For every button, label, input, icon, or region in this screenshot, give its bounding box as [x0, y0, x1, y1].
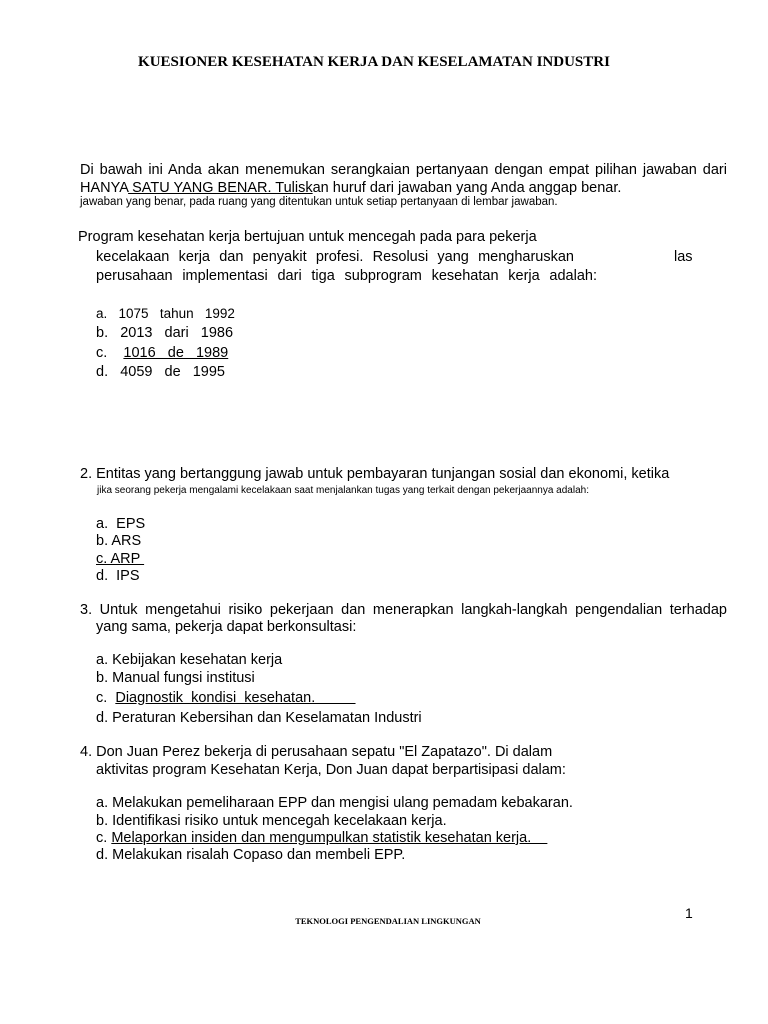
intro-line-2	[80, 180, 621, 196]
q2-option-c: c. ARP	[96, 551, 145, 567]
intro-line-1: Di bawah ini Anda akan menemukan serangkaian pertanyaan dengan empat pilihan jawaban dari	[80, 162, 727, 178]
q4-line-2: aktivitas program Kesehatan Kerja, Don Juan dapat berpartisipasi dalam:	[96, 762, 566, 778]
q2-line-2: jika seorang pekerja mengalami kecelakaan saat menjalankan tugas yang terkait dengan pekerjaannya adalah:	[97, 485, 589, 496]
intro-line-2a: HANYA	[80, 180, 129, 196]
q1-option-a	[96, 306, 235, 321]
q1-option-d-text: 4059 de 1995	[120, 364, 226, 380]
q3-option-b: b. Manual fungsi institusi	[96, 670, 255, 686]
q4-line-1: 4. Don Juan Perez bekerja di perusahaan sepatu "El Zapatazo". Di dalam	[80, 744, 553, 760]
page-footer: TEKNOLOGI PENGENDALIAN LINGKUNGAN	[295, 916, 481, 926]
q1-line-1: Program kesehatan kerja bertujuan untuk mencegah pada para pekerja	[78, 229, 537, 245]
document-title: KUESIONER KESEHATAN KERJA DAN KESELAMATAN INDUSTRI	[138, 54, 610, 70]
q3-line-1: 3. Untuk mengetahui risiko pekerjaan dan menerapkan langkah-langkah pengendalian terhadap	[80, 602, 727, 618]
q4-option-b: b. Identifikasi risiko untuk mencegah kecelakaan kerja.	[96, 813, 447, 829]
q4-option-a: a. Melakukan pemeliharaan EPP dan mengisi ulang pemadam kebakaran.	[96, 795, 573, 811]
q3-option-a: a. Kebijakan kesehatan kerja	[96, 652, 283, 668]
q4-option-d: d. Melakukan risalah Copaso dan membeli EPP.	[96, 847, 406, 863]
q4-option-c	[96, 830, 547, 846]
q1-option-b	[96, 325, 233, 341]
q1-option-c-letter: c.	[96, 345, 108, 361]
page-number: 1	[685, 905, 693, 921]
q1-line-2: kecelakaan kerja dan penyakit profesi. Resolusi yang mengharuskan	[96, 249, 574, 265]
intro-line-2b: SATU YANG BENAR. Tulisk	[128, 180, 313, 196]
q4-option-c-letter: c.	[96, 830, 108, 846]
q1-option-a-letter: a.	[96, 306, 108, 321]
q3-line-2: yang sama, pekerja dapat berkonsultasi:	[96, 619, 357, 635]
q1-option-b-text: 2013 dari 1986	[120, 325, 234, 341]
q2-option-a: a. EPS	[96, 516, 146, 532]
q1-option-a-text: 1075 tahun 1992	[118, 306, 235, 321]
q3-option-c-answer: Diagnostik kondisi kesehatan.	[115, 690, 356, 706]
q2-option-d: d. IPS	[96, 568, 140, 584]
q1-line-2-right: las	[674, 249, 693, 265]
q2-option-b: b. ARS	[96, 533, 142, 549]
q1-option-c	[96, 345, 228, 361]
q4-option-c-answer: Melaporkan insiden dan mengumpulkan statistik kesehatan kerja.	[111, 830, 548, 846]
q2-line-1: 2. Entitas yang bertanggung jawab untuk pembayaran tunjangan sosial dan ekonomi, ketika	[80, 466, 670, 482]
q1-option-d-letter: d.	[96, 364, 109, 380]
intro-line-3: jawaban yang benar, pada ruang yang ditentukan untuk setiap pertanyaan di lembar jawaban.	[80, 196, 558, 208]
q3-option-d: d. Peraturan Kebersihan dan Keselamatan Industri	[96, 710, 422, 726]
intro-line-2c: an huruf dari jawaban yang Anda anggap benar.	[312, 180, 622, 196]
q1-option-b-letter: b.	[96, 325, 109, 341]
q3-option-c-letter: c.	[96, 690, 108, 706]
q1-option-d	[96, 364, 225, 380]
q1-line-3: perusahaan implementasi dari tiga subprogram kesehatan kerja adalah:	[96, 268, 597, 284]
q3-option-c	[96, 690, 356, 706]
q1-option-c-text: 1016 de 1989	[123, 345, 229, 361]
